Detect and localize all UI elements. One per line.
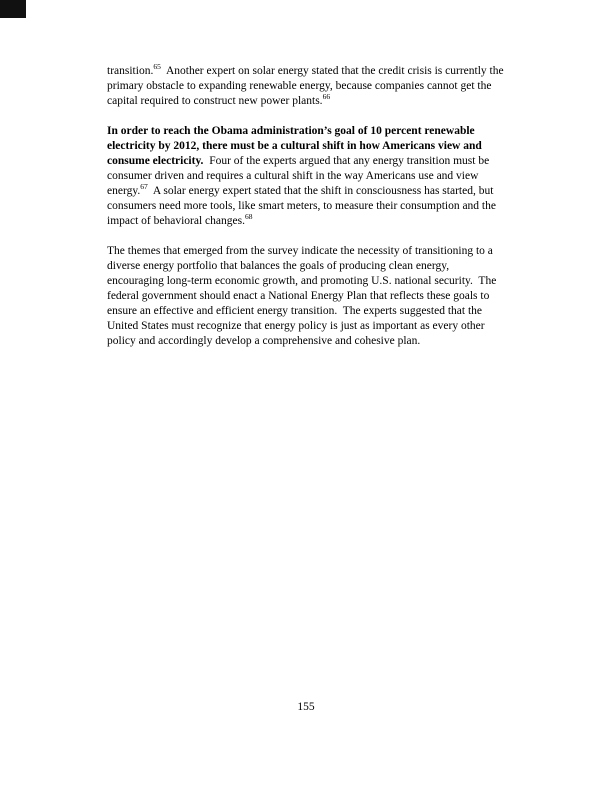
body-text: Four of the experts argued that any energy transition must be consumer driven and requires a cultural shift in the way Americans use and view energy. xyxy=(107,155,493,197)
body-text: Another expert on solar energy stated that the credit crisis is currently the primary obstacle to expanding renewable energy, because companies cannot get the capital required to construct new power plants. xyxy=(107,65,507,107)
paragraph-themes-summary xyxy=(107,244,507,349)
bold-lead-sentence: In order to reach the Obama administration’s goal of 10 percent renewable electricity by 2012, there must be a cultural shift in how Americans view and consume electricity. xyxy=(107,125,485,167)
body-text: The themes that emerged from the survey indicate the necessity of transitioning to a diverse energy portfolio that balances the goals of producing clean energy, encouraging long-term economic growth, and promoting U.S. national security. The federal government should enact a National Energy Plan that reflects these goals to ensure an effective and efficient energy transition. The experts suggested that the United States must recognize that energy policy is just as important as every other policy and accordingly develop a comprehensive and cohesive plan. xyxy=(107,245,500,347)
footnote-ref-66: 66 xyxy=(322,92,331,102)
scan-artifact-mark xyxy=(0,0,26,18)
footnote-ref-67: 67 xyxy=(140,182,148,192)
footnote-ref-68: 68 xyxy=(244,212,253,222)
page-body-text xyxy=(107,64,507,349)
paragraph-transition-continuation xyxy=(107,64,507,109)
body-text: A solar energy expert stated that the shift in consciousness has started, but consumers need more tools, like smart meters, to measure their consumption and the impact of behavioral changes. xyxy=(107,185,499,227)
paragraph-cultural-shift xyxy=(107,124,507,229)
page-footer xyxy=(0,701,612,713)
body-text: transition. xyxy=(107,65,154,77)
footnote-ref-65: 65 xyxy=(153,62,161,72)
page-number: 155 xyxy=(297,701,315,713)
